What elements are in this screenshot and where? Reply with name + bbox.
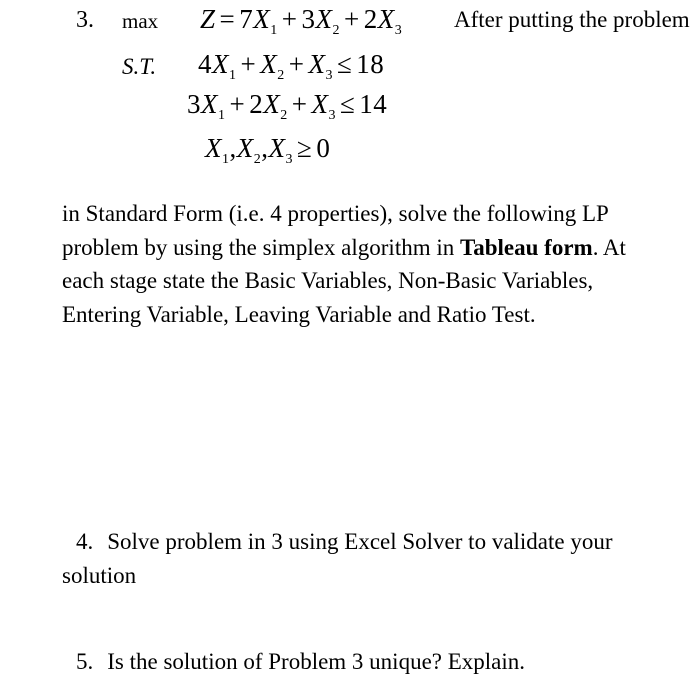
c1-sub-3: 3: [325, 68, 333, 83]
problem-4-line-2: solution: [62, 562, 137, 588]
problem-5: [62, 645, 525, 679]
c1-rel: ≤: [336, 49, 353, 79]
objective-lhs: Z: [200, 4, 216, 34]
c2-var-3: X: [311, 89, 329, 119]
obj-var-1: X: [253, 4, 271, 34]
c2-coef-1: 3: [187, 89, 201, 119]
st-label: S.T.: [122, 54, 157, 79]
problem-4: [62, 525, 692, 592]
nn-sep-1: ,: [229, 133, 237, 163]
para-line-3: each stage state the Basic Variables, Non-Basic Variables,: [62, 268, 594, 293]
c1-var-2: X: [260, 49, 278, 79]
obj-sub-3: 3: [394, 23, 403, 38]
obj-var-2: X: [315, 4, 333, 34]
obj-coef-2: 3: [301, 4, 316, 34]
intro-text: After putting the problem: [454, 7, 690, 32]
objective-rel: =: [219, 4, 236, 34]
nn-rhs: 0: [316, 133, 331, 163]
c2-sub-1: 1: [218, 108, 226, 123]
nn-sub-1: 1: [222, 152, 230, 167]
problem-3-number: 3.: [76, 7, 94, 33]
para-line-2-pre: problem by using the simplex algorithm in: [62, 234, 460, 260]
c1-sub-1: 1: [229, 68, 237, 83]
nn-sep-2: ,: [261, 133, 269, 163]
nonnegativity-constraint: [205, 133, 331, 167]
para-line-1: in Standard Form (i.e. 4 properties), solve the following LP: [62, 201, 609, 226]
nn-var-3: X: [268, 133, 286, 163]
obj-sub-1: 1: [270, 23, 278, 38]
c1-var-1: X: [212, 49, 229, 79]
obj-var-3: X: [377, 4, 395, 34]
constraint-1: [198, 49, 385, 83]
c2-rel: ≤: [339, 89, 356, 119]
c1-var-3: X: [308, 49, 326, 79]
para-line-2-post: . At: [592, 234, 626, 260]
problem-5-number: 5.: [76, 649, 94, 674]
para-line-2: [62, 231, 692, 265]
obj-coef-1: 7: [239, 4, 254, 34]
problem-4-number: 4.: [76, 529, 94, 554]
c2-sub-3: 3: [328, 108, 336, 123]
c2-sign-3: +: [291, 89, 308, 119]
c2-var-1: X: [201, 89, 218, 119]
problem-4-line-1: [62, 525, 692, 559]
obj-sign-2: +: [281, 4, 298, 34]
nn-sub-3: 3: [285, 152, 293, 167]
c1-coef-1: 4: [198, 49, 212, 79]
max-label: max: [122, 9, 159, 33]
c2-coef-2: 2: [249, 89, 264, 119]
nn-rel: ≥: [297, 133, 313, 163]
c1-rhs: 18: [356, 49, 385, 79]
tableau-form-emphasis: Tableau form: [460, 234, 593, 260]
c2-sub-2: 2: [280, 108, 288, 123]
c2-rhs: 14: [359, 89, 388, 119]
c2-var-2: X: [263, 89, 281, 119]
problem-3-instructions: [62, 197, 692, 331]
obj-sign-3: +: [344, 4, 360, 34]
obj-sub-2: 2: [332, 23, 340, 38]
constraint-2: [187, 89, 388, 123]
c1-sign-2: +: [240, 49, 257, 79]
obj-coef-3: 2: [363, 4, 378, 34]
c1-sign-3: +: [288, 49, 305, 79]
nn-var-1: X: [205, 133, 222, 163]
problem-4-text-1: Solve problem in 3 using Excel Solver to validate your: [107, 529, 613, 554]
para-line-4: Entering Variable, Leaving Variable and Ratio Test.: [62, 301, 536, 327]
problem-5-text: Is the solution of Problem 3 unique? Explain.: [107, 649, 526, 674]
c1-sub-2: 2: [277, 68, 285, 83]
nn-var-2: X: [236, 133, 254, 163]
objective-function: [200, 4, 403, 38]
nn-sub-2: 2: [253, 152, 262, 167]
c2-sign-2: +: [229, 89, 246, 119]
